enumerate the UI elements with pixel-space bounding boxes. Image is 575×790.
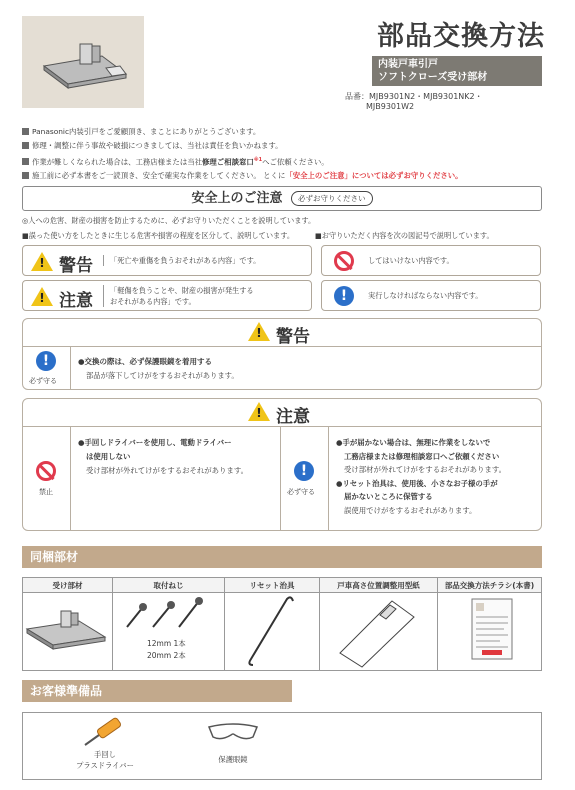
caution-word: 注意: [59, 291, 93, 311]
exclamation-icon: !: [256, 326, 262, 340]
exclamation-icon: !: [256, 406, 262, 420]
note-item: [22, 153, 552, 169]
caution-right-text: [336, 436, 506, 517]
leaflet-icon: [438, 593, 538, 668]
reset-tool-cell: [225, 593, 320, 671]
template-cell: [320, 593, 438, 671]
warning-definition-box: [22, 245, 312, 276]
warning-word: 警告: [59, 256, 93, 276]
caution-reason: 誤使用でけがをするおそれがあります。: [344, 505, 477, 515]
severity-intro: ■誤った使い方をしたときに生じる危害や損害の程度を区分して、説明しています。: [22, 231, 295, 240]
page-title: 部品交換方法: [377, 21, 545, 52]
caution-left-text: [78, 436, 248, 478]
bracket-illustration: [22, 16, 144, 108]
caution-reason: 受け部材が外れてけがをするおそれがあります。: [344, 465, 507, 474]
prohibit-definition: してはいけない内容です。: [368, 256, 454, 265]
column-header: 取付ねじ: [113, 578, 225, 593]
product-image-panel: [22, 16, 144, 108]
models-list: MJB9301N2・MJB9301NK2・: [369, 92, 483, 101]
leaflet-cell: [438, 593, 542, 671]
safety-heading-bar: [22, 186, 542, 211]
models-label: 品番：: [345, 92, 369, 101]
screws-icon: [113, 593, 223, 633]
caution-definition-line: 「軽傷を負うことや、財産の損害が発生する: [110, 286, 254, 295]
square-bullet-icon: [22, 128, 29, 135]
template-paper-icon: [320, 593, 436, 668]
prohibited-icon: [36, 461, 56, 481]
warning-definition: 「死亡や重傷を負うおそれがある内容」です。: [103, 255, 260, 266]
exclamation-icon: !: [39, 291, 45, 305]
must-follow-label: 必ず守る: [287, 488, 315, 496]
caution-instruction: は使用しない: [86, 452, 131, 461]
customer-prep-panel: [22, 712, 542, 780]
contents-table: [22, 577, 542, 671]
screwdriver-label-line: 手回し: [94, 750, 116, 759]
warning-band-title: 警告: [276, 327, 310, 347]
screw-20mm: 20mm 2本: [147, 651, 186, 660]
intro-notes: [22, 125, 552, 183]
mandatory-action-icon: !: [334, 286, 354, 306]
safety-intro: ◎人への危害、財産の損害を防止するために、必ずお守りいただくことを説明しています。: [22, 216, 316, 225]
models-list-2: MJB9301W2: [366, 102, 415, 111]
subtitle-line-2: ソフトクローズ受け部材: [378, 72, 488, 83]
product-subtitle-box: [372, 56, 542, 86]
caution-reason: 受け部材が外れてけがをするおそれがあります。: [86, 466, 249, 475]
model-numbers: [345, 92, 550, 112]
subtitle-line-1: 内装戸車引戸: [378, 59, 438, 70]
screw-quantities: [147, 638, 186, 662]
warning-instruction: ●交換の際は、必ず保護眼鏡を着用する: [78, 357, 213, 366]
screwdriver-icon: [79, 715, 129, 751]
mandatory-action-icon: !: [294, 461, 314, 481]
note-item: [22, 139, 552, 153]
warning-reason: 部品が落下してけがをするおそれがあります。: [86, 371, 239, 380]
caution-definition-line: おそれがある内容」です。: [110, 297, 196, 306]
mandatory-action-icon: !: [36, 351, 56, 371]
prohibit-definition-box: [321, 245, 541, 276]
must-follow-pill: 必ずお守りください: [291, 191, 373, 206]
column-header: 受け部材: [23, 578, 113, 593]
symbol-intro: ■お守りいただく内容を次の図記号で説明しています。: [315, 231, 494, 240]
note-text: 作業が難しくなられた場合は、工務店様または当社: [32, 157, 202, 167]
customer-prep-header: お客様準備品: [22, 680, 292, 702]
safety-glasses-label: 保護眼鏡: [218, 755, 248, 764]
caution-definition: [103, 285, 254, 307]
screws-cell: [113, 593, 225, 671]
divider: [70, 347, 71, 389]
square-bullet-icon: [22, 142, 29, 149]
prohibit-label: 禁止: [39, 488, 53, 496]
caution-band-title: 注意: [276, 407, 310, 427]
must-follow-label: 必ず守る: [29, 377, 57, 385]
note-text: へご依頼ください。: [262, 157, 329, 167]
screwdriver-label-line: プラスドライバー: [76, 761, 134, 770]
reset-tool-icon: [225, 593, 315, 668]
note-item: [22, 125, 552, 139]
repair-window-emphasis: 修理ご相談窓口: [202, 157, 254, 167]
caution-instruction: 届かないところに保管する: [344, 492, 433, 501]
must-definition: 実行しなければならない内容です。: [368, 291, 483, 300]
divider: [280, 427, 281, 530]
footnote-mark: ※1: [253, 157, 263, 163]
screw-12mm: 12mm 1本: [147, 639, 186, 648]
note-text: 修理・調整に伴う事故や破損につきましては、当社は責任を負いかねます。: [32, 141, 283, 150]
note-text: Panasonic内装引戸をご愛顧頂き、まことにありがとうございます。: [32, 127, 261, 136]
safety-emphasis: 「安全上のご注意」については必ずお守りください。: [285, 171, 463, 181]
square-bullet-icon: [22, 172, 29, 179]
must-definition-box: [321, 280, 541, 311]
prohibited-icon: [334, 251, 354, 271]
note-text: 施工前に必ず本書をご一読頂き、安全で確実な作業をしてください。 とくに: [32, 171, 286, 181]
safety-title: 安全上のご注意: [191, 191, 283, 206]
caution-definition-box: [22, 280, 312, 311]
caution-instruction: ●リセット治具は、使用後、小さなお子様の手が: [336, 478, 498, 488]
caution-instruction: ●手が届かない場合は、無理に作業をしないで: [336, 438, 491, 447]
receiver-part-cell: [23, 593, 113, 671]
column-header: 戸車高さ位置調整用型紙: [320, 578, 438, 593]
divider: [328, 427, 329, 530]
exclamation-icon: !: [39, 256, 45, 270]
divider: [70, 427, 71, 530]
note-item: [22, 169, 552, 183]
caution-instruction: ●手回しドライバーを使用し、電動ドライバー: [78, 438, 232, 447]
caution-instruction: 工務店様または修理相談窓口へご依頼ください: [344, 451, 500, 461]
screwdriver-label: [75, 749, 135, 771]
bracket-illustration: [23, 593, 111, 663]
column-header: 部品交換方法チラシ(本書): [438, 578, 542, 593]
square-bullet-icon: [22, 158, 29, 165]
safety-glasses-icon: [205, 719, 261, 743]
column-header: リセット治具: [225, 578, 320, 593]
contents-header: 同梱部材: [22, 546, 542, 568]
